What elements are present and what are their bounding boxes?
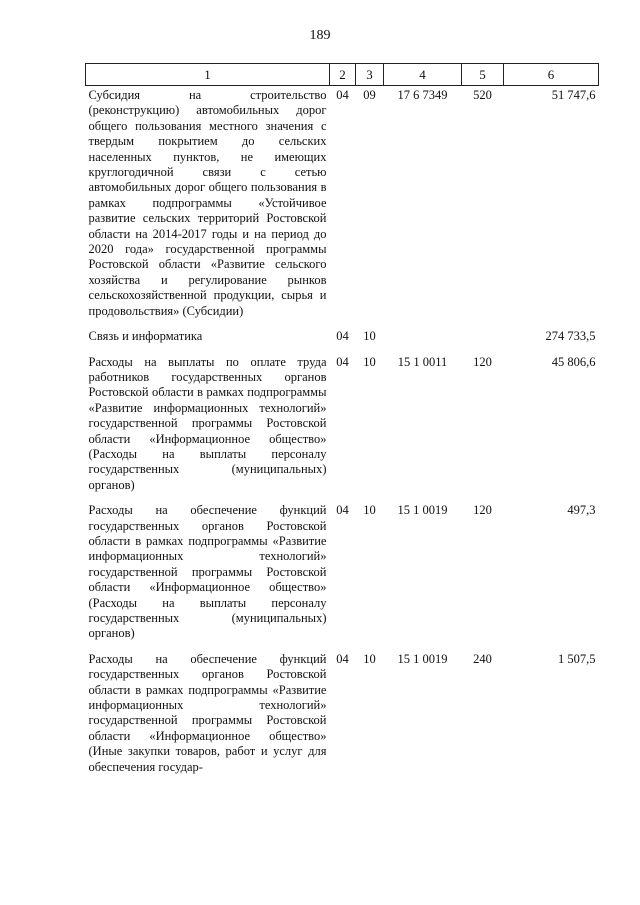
table-row [86, 503, 599, 652]
row-csr: 17 6 7349 [397, 88, 448, 102]
header-col-2: 2 [330, 64, 356, 86]
row-razdel: 04 [336, 354, 349, 369]
row-csr: 15 1 0011 [397, 354, 448, 369]
header-col-5: 5 [462, 64, 504, 86]
row-description: Расходы на выплаты по оплате труда работников государственных органов Ростовской области в рамках подпрограммы «Развитие информационных технологий» государственной программы Ростовской области «Информационное общество» (Расходы на выплаты персоналу государственных (муниципальных) органов) [88, 354, 327, 492]
row-razdel: 04 [336, 329, 349, 344]
table-row [86, 86, 599, 330]
row-vr: 520 [473, 88, 492, 102]
row-vr: 120 [473, 354, 492, 369]
header-col-6: 6 [504, 64, 599, 86]
row-csr [384, 329, 462, 354]
row-description: Расходы на обеспечение функций государственных органов Ростовской области в рамках подпрограммы «Развитие информационных технологий» государственной программы Ростовской области «Информационное общество» (Иные закупки товаров, работ и услуг для обеспечения государ- [88, 651, 327, 774]
row-amount: 497,3 [567, 503, 596, 518]
budget-table [85, 63, 599, 785]
row-amount: 45 806,6 [551, 354, 596, 369]
row-vr: 120 [473, 503, 492, 518]
row-description: Расходы на обеспечение функций государственных органов Ростовской области в рамках подпрограммы «Развитие информационных технологий» государственной программы Ростовской области «Информационное общество» (Расходы на выплаты персоналу государственных (муниципальных) органов) [88, 503, 327, 641]
row-description: Субсидия на строительство (реконструкцию) автомобильных дорог общего пользования местного значения с твердым покрытием до сельских населенных пунктов, не имеющих круглогодичной связи с сетью автомобильных дорог общего пользования в рамках подпрограммы «Устойчивое развитие сельских территорий Ростовской области на 2014-2017 годы и на период до 2020 года» государственной программы Ростовской области «Развитие сельского хозяйства и регулирование рынков сельскохозяйственной продукции, сырья и продовольствия» (Субсидии) [88, 88, 327, 318]
row-csr: 15 1 0019 [397, 651, 448, 666]
table-body [86, 86, 599, 786]
header-row [86, 64, 599, 86]
row-podrazdel: 10 [363, 329, 376, 344]
row-amount: 274 733,5 [545, 329, 596, 344]
header-col-4: 4 [384, 64, 462, 86]
row-razdel: 04 [336, 88, 349, 102]
header-col-3: 3 [356, 64, 384, 86]
row-podrazdel: 09 [363, 88, 376, 102]
row-podrazdel: 10 [363, 651, 376, 666]
table-row [86, 355, 599, 504]
row-csr: 15 1 0019 [397, 503, 448, 518]
table-row [86, 652, 599, 785]
row-description: Связь и информатика [88, 329, 203, 344]
table-row [86, 329, 599, 354]
row-podrazdel: 10 [363, 354, 376, 369]
row-razdel: 04 [336, 503, 349, 518]
row-amount: 51 747,6 [551, 88, 596, 102]
row-razdel: 04 [336, 651, 349, 666]
row-amount: 1 507,5 [558, 651, 596, 666]
row-podrazdel: 10 [363, 503, 376, 518]
header-col-1: 1 [86, 64, 330, 86]
page-number: 189 [309, 28, 331, 43]
row-vr: 240 [473, 651, 492, 666]
table-header [86, 64, 599, 86]
row-vr [462, 329, 504, 354]
